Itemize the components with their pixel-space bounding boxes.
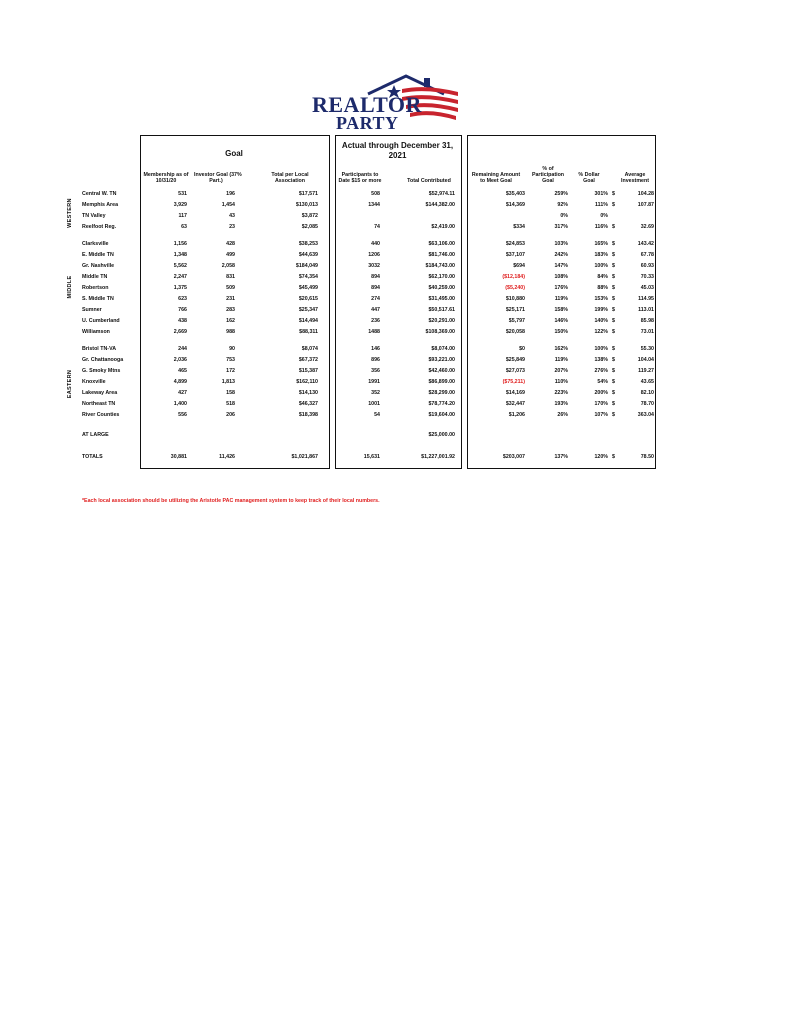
table-cell-remaining: $14,369 — [505, 202, 525, 208]
table-cell-cur: $ — [612, 401, 615, 407]
table-cell-avg: 114.95 — [638, 296, 654, 302]
table-cell-participants: 236 — [371, 318, 380, 324]
footnote: *Each local association should be utilizing the Aristotle PAC management system to keep track of their local numbers. — [82, 498, 380, 504]
col-header-pct-part: Goal — [542, 178, 554, 184]
table-cell-pct-dollar: 111% — [595, 202, 608, 208]
table-cell-contributed: $19,604.00 — [428, 412, 455, 418]
table-cell-remaining: $35,403 — [505, 191, 525, 197]
table-cell-pct-part: 119% — [554, 357, 568, 363]
table-cell-members: 766 — [178, 307, 187, 313]
table-cell-total: $8,074 — [301, 346, 318, 352]
table-cell-pct-dollar: 140% — [594, 318, 608, 324]
table-cell-remaining: $1,206 — [508, 412, 525, 418]
col-header-participants: Date $15 or more — [338, 178, 382, 184]
table-cell-cur: $ — [612, 285, 615, 291]
table-cell-total: $2,085 — [301, 224, 318, 230]
table-cell-investor: 831 — [226, 274, 235, 280]
table-cell-pct-part: 147% — [554, 263, 568, 269]
table-cell-participants: 447 — [371, 307, 380, 313]
table-cell-members: 2,669 — [173, 329, 187, 335]
table-cell-pct-part: 207% — [554, 368, 568, 374]
col-header-contributed: Total Contributed — [407, 178, 451, 184]
region-middle: MIDDLE — [67, 275, 73, 299]
table-cell-pct-dollar: 276% — [594, 368, 608, 374]
table-cell-total: $3,872 — [301, 213, 318, 219]
realtor-party-logo — [306, 72, 466, 132]
table-cell-remaining: $0 — [519, 346, 525, 352]
col-header-total-local: Total per Local — [271, 172, 309, 178]
table-cell-remaining: ($75,211) — [502, 379, 525, 385]
table-cell-name: Clarksville — [82, 241, 109, 247]
table-cell-remaining: $37,107 — [505, 252, 525, 258]
table-cell-members: 5,562 — [173, 263, 187, 269]
table-cell-investor: 206 — [226, 412, 235, 418]
at-large-label: AT LARGE — [82, 432, 109, 438]
table-cell-remaining: $25,849 — [505, 357, 525, 363]
table-cell-name: Knoxville — [82, 379, 106, 385]
table-cell-members: 4,899 — [173, 379, 187, 385]
table-cell-pct-part: 223% — [554, 390, 568, 396]
table-cell-investor: 172 — [226, 368, 235, 374]
table-cell-name: Gr. Chattanooga — [82, 357, 124, 363]
table-cell-pct-dollar: 138% — [594, 357, 608, 363]
table-cell-total: $45,499 — [298, 285, 318, 291]
table-cell-pct-part: 103% — [554, 241, 568, 247]
table-cell-cur: $ — [612, 296, 615, 302]
table-cell-pct-part: 317% — [554, 224, 568, 230]
totals-cell-members: 30,881 — [170, 454, 187, 460]
table-cell-participants: 54 — [374, 412, 380, 418]
table-cell-members: 1,400 — [173, 401, 187, 407]
table-cell-investor: 1,454 — [221, 202, 235, 208]
table-cell-total: $15,387 — [298, 368, 318, 374]
at-large-contributed: $25,000.00 — [428, 432, 455, 438]
table-cell-remaining: $334 — [513, 224, 525, 230]
region-eastern: EASTERN — [67, 369, 73, 399]
table-cell-cur: $ — [612, 224, 615, 230]
table-cell-remaining: $5,797 — [508, 318, 525, 324]
table-cell-participants: 894 — [371, 274, 380, 280]
table-cell-total: $14,130 — [298, 390, 318, 396]
totals-cell-pct-dollar: 120% — [594, 454, 608, 460]
totals-cell-contributed: $1,227,001.92 — [421, 454, 455, 460]
table-cell-remaining: $24,853 — [505, 241, 525, 247]
table-cell-total: $20,615 — [298, 296, 318, 302]
goal-header: Goal — [225, 149, 243, 158]
table-cell-total: $38,253 — [298, 241, 318, 247]
table-cell-members: 465 — [178, 368, 187, 374]
table-cell-cur: $ — [612, 390, 615, 396]
table-cell-name: Sumner — [82, 307, 102, 313]
col-header-pct-dollar: Goal — [583, 178, 595, 184]
table-cell-name: Williamson — [82, 329, 110, 335]
table-cell-remaining: ($5,240) — [505, 285, 525, 291]
table-cell-members: 438 — [178, 318, 187, 324]
table-cell-participants: 352 — [371, 390, 380, 396]
col-header-members: 10/31/20 — [155, 178, 177, 184]
table-cell-avg: 43.65 — [640, 379, 654, 385]
table-cell-investor: 988 — [226, 329, 235, 335]
table-cell-pct-part: 158% — [554, 307, 568, 313]
table-cell-pct-dollar: 84% — [597, 274, 608, 280]
table-cell-investor: 162 — [226, 318, 235, 324]
table-cell-avg: 104.04 — [637, 357, 654, 363]
table-cell-members: 63 — [181, 224, 187, 230]
table-cell-investor: 1,813 — [221, 379, 235, 385]
table-cell-pct-dollar: 0% — [600, 213, 608, 219]
table-cell-participants: 1991 — [368, 379, 380, 385]
table-cell-investor: 43 — [229, 213, 235, 219]
table-cell-contributed: $86,899.00 — [428, 379, 455, 385]
table-cell-pct-dollar: 54% — [597, 379, 608, 385]
table-cell-cur: $ — [612, 329, 615, 335]
col-header-avg: Average — [624, 172, 646, 178]
totals-cell-cur: $ — [612, 454, 615, 460]
table-cell-contributed: $184,743.00 — [425, 263, 455, 269]
table-cell-participants: 1488 — [368, 329, 380, 335]
table-cell-avg: 107.87 — [637, 202, 654, 208]
table-cell-total: $46,327 — [298, 401, 318, 407]
table-cell-pct-dollar: 301% — [594, 191, 608, 197]
table-cell-contributed: $31,495.00 — [428, 296, 455, 302]
table-cell-investor: 158 — [226, 390, 235, 396]
table-cell-participants: 274 — [371, 296, 380, 302]
table-cell-total: $88,311 — [299, 329, 318, 335]
table-cell-investor: 499 — [226, 252, 235, 258]
col-header-pct-dollar: % Dollar — [578, 172, 600, 178]
table-cell-participants: 440 — [371, 241, 380, 247]
table-cell-contributed: $78,774.20 — [428, 401, 455, 407]
table-cell-name: Bristol TN-VA — [82, 346, 117, 352]
table-cell-total: $162,110 — [296, 379, 318, 385]
table-cell-participants: 1001 — [368, 401, 380, 407]
col-header-remaining: Remaining Amount — [471, 172, 521, 178]
table-cell-name: Middle TN — [82, 274, 108, 280]
table-cell-avg: 55.30 — [640, 346, 654, 352]
totals-cell-pct-part: 137% — [554, 454, 568, 460]
table-cell-contributed: $50,517.61 — [428, 307, 455, 313]
table-cell-contributed: $81,746.00 — [428, 252, 455, 258]
table-cell-total: $25,347 — [298, 307, 318, 313]
actual-section — [335, 135, 462, 469]
table-cell-cur: $ — [612, 241, 615, 247]
totals-cell-name: TOTALS — [82, 454, 103, 460]
table-cell-cur: $ — [612, 318, 615, 324]
table-cell-name: E. Middle TN — [82, 252, 114, 258]
table-cell-pct-dollar: 107% — [594, 412, 608, 418]
table-cell-name: Robertson — [82, 285, 109, 291]
table-cell-avg: 78.70 — [640, 401, 654, 407]
table-cell-contributed: $93,221.00 — [428, 357, 455, 363]
table-cell-total: $67,372 — [298, 357, 318, 363]
table-cell-total: $184,049 — [295, 263, 318, 269]
table-cell-cur: $ — [612, 412, 615, 418]
table-cell-total: $44,639 — [298, 252, 318, 258]
table-cell-name: Central W. TN — [82, 191, 117, 197]
table-cell-avg: 85.98 — [640, 318, 654, 324]
col-header-remaining: to Meet Goal — [480, 178, 512, 184]
table-cell-pct-dollar: 200% — [594, 390, 608, 396]
table-cell-contributed: $108,369.00 — [425, 329, 455, 335]
table-cell-members: 1,375 — [173, 285, 187, 291]
table-cell-contributed: $42,460.00 — [428, 368, 455, 374]
table-cell-contributed: $144,382.00 — [425, 202, 455, 208]
table-cell-participants: 1206 — [368, 252, 380, 258]
table-cell-investor: 509 — [226, 285, 235, 291]
table-cell-members: 3,929 — [173, 202, 187, 208]
table-cell-name: Reelfoot Reg. — [82, 224, 117, 230]
table-cell-investor: 23 — [229, 224, 235, 230]
goal-section — [140, 135, 330, 469]
table-cell-pct-part: 193% — [554, 401, 568, 407]
table-cell-remaining: $694 — [513, 263, 525, 269]
table-cell-participants: 146 — [371, 346, 380, 352]
table-cell-avg: 113.01 — [638, 307, 654, 313]
table-cell-cur: $ — [612, 252, 615, 258]
totals-cell-total: $1,021,867 — [291, 454, 318, 460]
col-header-avg: Investment — [621, 178, 649, 184]
totals-cell-avg: 78.50 — [640, 454, 654, 460]
table-cell-contributed: $63,106.00 — [428, 241, 455, 247]
table-cell-avg: 82.10 — [640, 390, 654, 396]
table-cell-remaining: $10,880 — [505, 296, 525, 302]
table-cell-investor: 753 — [226, 357, 235, 363]
table-cell-cur: $ — [612, 274, 615, 280]
table-cell-contributed: $28,299.00 — [428, 390, 455, 396]
table-cell-cur: $ — [612, 346, 615, 352]
table-cell-total: $17,571 — [298, 191, 318, 197]
totals-cell-investor: 11,426 — [219, 454, 235, 460]
table-cell-cur: $ — [612, 368, 615, 374]
table-cell-remaining: ($12,184) — [502, 274, 525, 280]
table-cell-investor: 90 — [229, 346, 235, 352]
table-cell-participants: 896 — [371, 357, 380, 363]
table-cell-participants: 894 — [371, 285, 380, 291]
table-cell-total: $18,398 — [298, 412, 318, 418]
table-cell-total: $14,494 — [298, 318, 318, 324]
table-cell-contributed: $8,074.00 — [431, 346, 455, 352]
totals-cell-participants: 15,631 — [363, 454, 380, 460]
table-cell-investor: 283 — [226, 307, 235, 313]
col-header-total-local: Association — [274, 178, 306, 184]
region-western: WESTERN — [67, 198, 73, 228]
table-cell-contributed: $62,170.00 — [428, 274, 455, 280]
table-cell-pct-dollar: 183% — [594, 252, 608, 258]
table-cell-participants: 3032 — [368, 263, 380, 269]
table-cell-remaining: $14,169 — [505, 390, 525, 396]
table-cell-members: 244 — [178, 346, 187, 352]
table-cell-pct-dollar: 199% — [594, 307, 608, 313]
logo-word-party: PARTY — [336, 113, 399, 133]
table-cell-avg: 60.93 — [640, 263, 654, 269]
table-cell-pct-part: 110% — [554, 379, 568, 385]
totals-cell-remaining: $203,007 — [502, 454, 525, 460]
col-header-members: Membership as of — [143, 172, 189, 178]
table-cell-remaining: $20,058 — [505, 329, 525, 335]
table-cell-avg: 32.69 — [640, 224, 654, 230]
table-cell-avg: 45.03 — [640, 285, 654, 291]
table-cell-participants: 1344 — [368, 202, 380, 208]
table-cell-name: TN Valley — [82, 213, 106, 219]
table-cell-members: 556 — [178, 412, 187, 418]
table-cell-name: G. Smoky Mtns — [82, 368, 121, 374]
table-cell-investor: 428 — [226, 241, 235, 247]
table-cell-pct-part: 0% — [560, 213, 568, 219]
table-cell-remaining: $32,447 — [505, 401, 525, 407]
actual-header-line2: 2021 — [388, 151, 407, 160]
table-cell-pct-part: 146% — [554, 318, 568, 324]
table-cell-participants: 74 — [374, 224, 380, 230]
table-cell-pct-part: 92% — [557, 202, 568, 208]
col-header-investor: Investor Goal (37% — [194, 172, 242, 178]
table-cell-members: 531 — [178, 191, 187, 197]
table-cell-investor: 518 — [226, 401, 235, 407]
table-cell-participants: 508 — [371, 191, 380, 197]
table-cell-name: Gr. Nashville — [82, 263, 115, 269]
table-cell-investor: 196 — [226, 191, 235, 197]
table-cell-pct-dollar: 100% — [594, 346, 608, 352]
table-cell-members: 2,247 — [173, 274, 187, 280]
table-cell-avg: 119.27 — [638, 368, 654, 374]
table-cell-avg: 104.28 — [637, 191, 654, 197]
table-cell-members: 427 — [178, 390, 187, 396]
table-cell-name: River Counties — [82, 412, 120, 418]
table-cell-pct-part: 150% — [554, 329, 568, 335]
table-cell-total: $130,013 — [295, 202, 318, 208]
table-cell-name: Northeast TN — [82, 401, 116, 407]
table-cell-members: 1,348 — [173, 252, 187, 258]
table-cell-investor: 2,058 — [221, 263, 235, 269]
table-cell-cur: $ — [612, 191, 615, 197]
logo-word-realtor: REALTOR — [312, 92, 422, 117]
table-cell-investor: 231 — [226, 296, 235, 302]
table-cell-name: Lakeway Area — [82, 390, 118, 396]
table-cell-remaining: $27,073 — [505, 368, 525, 374]
table-cell-avg: 70.33 — [640, 274, 654, 280]
table-cell-name: S. Middle TN — [82, 296, 114, 302]
table-cell-avg: 363.04 — [637, 412, 654, 418]
col-header-participants: Participants to — [341, 172, 379, 178]
table-cell-pct-part: 242% — [554, 252, 568, 258]
table-cell-cur: $ — [612, 357, 615, 363]
table-cell-members: 117 — [178, 213, 187, 219]
table-cell-pct-dollar: 116% — [594, 224, 608, 230]
table-cell-cur: $ — [612, 263, 615, 269]
table-cell-pct-dollar: 170% — [594, 401, 608, 407]
table-cell-pct-dollar: 153% — [594, 296, 608, 302]
table-cell-members: 2,036 — [173, 357, 187, 363]
table-cell-pct-part: 108% — [554, 274, 568, 280]
table-cell-cur: $ — [612, 307, 615, 313]
table-cell-cur: $ — [612, 202, 615, 208]
table-cell-total: $74,354 — [298, 274, 318, 280]
table-cell-pct-part: 119% — [554, 296, 568, 302]
table-cell-name: Memphis Area — [82, 202, 119, 208]
table-cell-participants: 356 — [371, 368, 380, 374]
actual-header-line1: Actual through December 31, — [341, 141, 454, 150]
table-cell-contributed: $40,259.00 — [428, 285, 455, 291]
table-cell-avg: 73.01 — [640, 329, 654, 335]
table-cell-contributed: $52,974.11 — [428, 191, 455, 197]
table-cell-members: 1,156 — [173, 241, 187, 247]
table-cell-pct-dollar: 88% — [597, 285, 608, 291]
col-header-investor: Part.) — [209, 178, 223, 184]
table-cell-pct-part: 259% — [554, 191, 568, 197]
table-cell-avg: 67.78 — [640, 252, 654, 258]
table-cell-pct-dollar: 165% — [594, 241, 608, 247]
table-cell-pct-part: 162% — [554, 346, 568, 352]
table-cell-remaining: $25,171 — [505, 307, 525, 313]
performance-section — [467, 135, 656, 469]
table-cell-pct-dollar: 100% — [594, 263, 608, 269]
table-cell-avg: 143.42 — [637, 241, 654, 247]
col-header-pct-part: % of — [542, 166, 554, 172]
table-cell-members: 623 — [178, 296, 187, 302]
table-cell-pct-dollar: 122% — [594, 329, 608, 335]
table-cell-contributed: $2,419.00 — [431, 224, 455, 230]
table-cell-cur: $ — [612, 379, 615, 385]
table-cell-pct-part: 26% — [557, 412, 568, 418]
col-header-pct-part: Participation — [531, 172, 565, 178]
table-cell-pct-part: 176% — [554, 285, 568, 291]
table-cell-name: U. Cumberland — [82, 318, 120, 324]
table-cell-contributed: $20,291.00 — [428, 318, 455, 324]
